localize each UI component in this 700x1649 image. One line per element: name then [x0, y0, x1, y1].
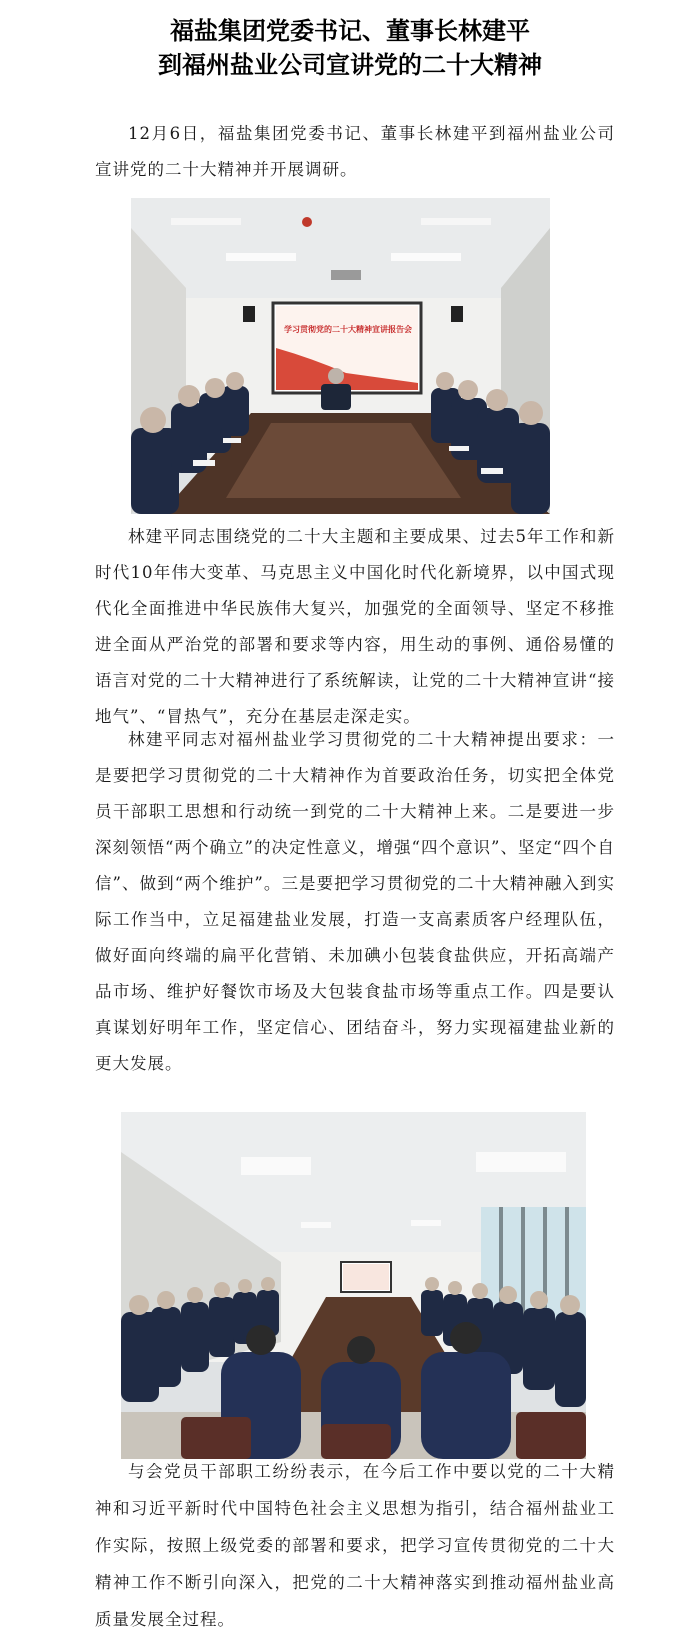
screen-banner-text: 学习贯彻党的二十大精神宣讲报告会 — [284, 325, 412, 334]
title-line-2: 到福州盐业公司宣讲党的二十大精神 — [158, 50, 542, 79]
meeting-photo-lecture — [131, 198, 550, 514]
article-title — [0, 14, 700, 82]
title-line-1: 福盐集团党委书记、董事长林建平 — [170, 16, 530, 45]
paragraph-requirements: 林建平同志对福州盐业学习贯彻党的二十大精神提出要求：一是要把学习贯彻党的二十大精神作为首要政治任务，切实把全体党员干部职工思想和行动统一到党的二十大精神上来。二是要进一步深刻领悟“两个确立”的决定性意义，增强“四个意识”、坚定“四个自信”、做到“两个维护”。三是要把学习贯彻党的二十大精神融入到实际工作当中，立足福建盐业发展，打造一支高素质客户经理队伍，做好面向终端的扁平化营销、未加碘小包装食盐供应，开拓高端产品市场、维护好餐饮市场及大包装食盐市场等重点工作。四是要认真谋划好明年工作，坚定信心、团结奋斗，努力实现福建盐业新的更大发展。 — [95, 730, 615, 1073]
paragraph-conclusion: 与会党员干部职工纷纷表示，在今后工作中要以党的二十大精神和习近平新时代中国特色社会主义思想为指引，结合福州盐业工作实际，按照上级党委的部署和要求，把学习宣传贯彻党的二十大精神工作不断引向深入，把党的二十大精神落实到推动福州盐业高质量发展全过程。 — [95, 1462, 615, 1629]
meeting-photo-audience — [121, 1112, 586, 1459]
paragraph-lecture-summary: 林建平同志围绕党的二十大主题和主要成果、过去5年工作和新时代10年伟大变革、马克思主义中国化时代化新境界，以中国式现代化全面推进中华民族伟大复兴，加强党的全面领导、坚定不移推进全面从严治党的部署和要求等内容，用生动的事例、通俗易懂的语言对党的二十大精神进行了系统解读，让党的二十大精神宣讲“接地气”、“冒热气”，充分在基层走深走实。 — [95, 527, 615, 726]
paragraph-intro: 12月6日，福盐集团党委书记、董事长林建平到福州盐业公司宣讲党的二十大精神并开展调研。 — [95, 124, 615, 179]
